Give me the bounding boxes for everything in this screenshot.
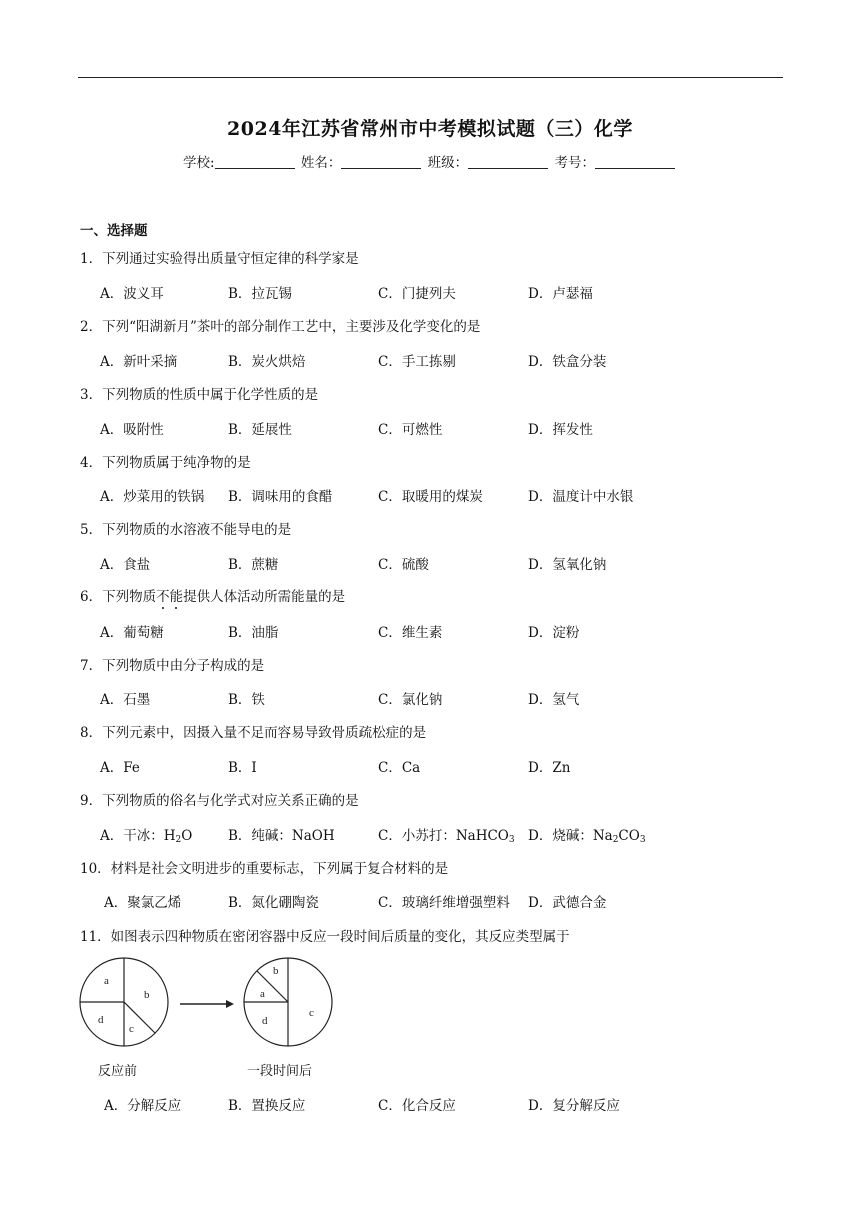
option-a[interactable]: A．分解反应 <box>104 1098 182 1114</box>
option-b[interactable]: B．炭火烘焙 <box>228 354 306 370</box>
option-b[interactable]: B．铁 <box>228 692 265 708</box>
option-c[interactable]: C．门捷列夫 <box>378 286 456 302</box>
option-a[interactable]: A．炒菜用的铁锅 <box>100 489 205 505</box>
name-field[interactable] <box>341 154 421 169</box>
question-stem: 1．下列通过实验得出质量守恒定律的科学家是 <box>80 251 359 267</box>
option-d[interactable]: D．武德合金 <box>528 895 607 911</box>
option-text: C．小苏打：NaHCO <box>378 828 509 844</box>
header-rule <box>78 77 783 78</box>
option-d[interactable]: D．Zn <box>528 760 571 776</box>
pie-after <box>244 958 332 1046</box>
school-field[interactable] <box>215 154 295 169</box>
option-a[interactable]: A．波义耳 <box>100 286 164 302</box>
option-b[interactable]: B．氮化硼陶瓷 <box>228 895 319 911</box>
option-c[interactable]: C．化合反应 <box>378 1098 456 1114</box>
class-field[interactable] <box>468 154 548 169</box>
option-a[interactable]: A．葡萄糖 <box>100 625 164 641</box>
option-b[interactable]: B．延展性 <box>228 422 292 438</box>
option-c[interactable] <box>378 824 515 845</box>
class-label: 班级： <box>427 155 469 171</box>
option-b[interactable]: B．蔗糖 <box>228 557 279 573</box>
pie-after-label-a: a <box>260 988 265 1000</box>
option-d[interactable]: D．温度计中水银 <box>528 489 634 505</box>
option-d[interactable]: D．氢气 <box>528 692 580 708</box>
question-stem: 2．下列“阳湖新月”茶叶的部分制作工艺中，主要涉及化学变化的是 <box>80 319 481 335</box>
pie-before-label-c: c <box>129 1023 134 1035</box>
pie-before-label-d: d <box>98 1014 104 1026</box>
exam-no-label: 考号： <box>554 155 595 171</box>
option-text: O <box>181 828 193 844</box>
option-c[interactable]: C．取暖用的煤炭 <box>378 489 483 505</box>
question-stem: 7．下列物质中由分子构成的是 <box>80 658 265 674</box>
option-d[interactable]: D．复分解反应 <box>528 1098 620 1114</box>
option-a[interactable]: A．食盐 <box>100 557 151 573</box>
option-b[interactable]: B．置换反应 <box>228 1098 306 1114</box>
option-b[interactable]: B．油脂 <box>228 625 279 641</box>
question-stem <box>80 585 345 605</box>
pie-after-label-d: d <box>262 1015 268 1027</box>
option-d[interactable]: D．卢瑟福 <box>528 286 593 302</box>
option-text: CO <box>618 828 640 844</box>
stem-text: 提供人体活动所需能量的是 <box>183 589 346 605</box>
option-a[interactable]: A．吸附性 <box>100 422 164 438</box>
caption-after: 一段时间后 <box>247 1064 313 1079</box>
option-d[interactable]: D．挥发性 <box>528 422 593 438</box>
option-a[interactable] <box>100 824 192 845</box>
page-title: 2024年江苏省常州市中考模拟试题（三）化学 <box>227 118 633 140</box>
option-d[interactable]: D．氢氧化钠 <box>528 557 607 573</box>
student-info <box>0 151 860 171</box>
option-a[interactable]: A．聚氯乙烯 <box>104 895 182 911</box>
option-c[interactable]: C．硫酸 <box>378 557 429 573</box>
pie-after-label-c: c <box>309 1007 314 1019</box>
pie-after-label-b: b <box>273 965 279 977</box>
subscript: 3 <box>639 835 646 845</box>
subscript: 2 <box>612 835 619 845</box>
option-c[interactable]: C．玻璃纤维增强塑料 <box>378 895 510 911</box>
option-d[interactable] <box>528 824 646 845</box>
pie-before <box>80 958 168 1046</box>
option-a[interactable]: A．石墨 <box>100 692 151 708</box>
option-b[interactable]: B．纯碱：NaOH <box>228 828 335 844</box>
pie-before-label-b: b <box>144 989 150 1001</box>
stem-text: 6．下列物质 <box>80 589 157 605</box>
caption-before: 反应前 <box>98 1064 138 1079</box>
option-c[interactable]: C．手工拣剔 <box>378 354 456 370</box>
option-text: A．干冰：H <box>100 828 176 844</box>
option-d[interactable]: D．淀粉 <box>528 625 580 641</box>
emphasis-char: 能 <box>169 589 184 605</box>
question-stem: 3．下列物质的性质中属于化学性质的是 <box>80 387 319 403</box>
question-stem: 4．下列物质属于纯净物的是 <box>80 455 251 471</box>
option-a[interactable]: A．新叶采摘 <box>100 354 178 370</box>
option-text: D．烧碱：Na <box>528 828 613 844</box>
option-b[interactable]: B．拉瓦锡 <box>228 286 292 302</box>
option-c[interactable]: C．氯化钠 <box>378 692 443 708</box>
section-title: 一、选择题 <box>80 223 148 239</box>
option-d[interactable]: D．铁盒分装 <box>528 354 607 370</box>
name-label: 姓名： <box>300 155 342 171</box>
school-label: 学校: <box>183 155 215 171</box>
exam-no-field[interactable] <box>595 154 675 169</box>
option-a[interactable]: A．Fe <box>100 760 140 776</box>
question-stem: 9．下列物质的俗名与化学式对应关系正确的是 <box>80 793 359 809</box>
question-stem: 10．材料是社会文明进步的重要标志，下列属于复合材料的是 <box>80 861 449 877</box>
option-c[interactable]: C．维生素 <box>378 625 443 641</box>
arrow-icon <box>180 1000 234 1008</box>
pie-before-label-a: a <box>104 975 109 987</box>
emphasis-char: 不 <box>156 589 170 605</box>
option-c[interactable]: C．可燃性 <box>378 422 443 438</box>
option-b[interactable]: B．I <box>228 760 257 776</box>
option-c[interactable]: C．Ca <box>378 760 421 776</box>
subscript: 2 <box>175 835 182 845</box>
subscript: 3 <box>508 835 515 845</box>
question-stem: 11．如图表示四种物质在密闭容器中反应一段时间后质量的变化，其反应类型属于 <box>80 929 570 945</box>
question-stem: 5．下列物质的水溶液不能导电的是 <box>80 522 292 538</box>
option-b[interactable]: B．调味用的食醋 <box>228 489 333 505</box>
question-stem: 8．下列元素中，因摄入量不足而容易导致骨质疏松症的是 <box>80 725 427 741</box>
